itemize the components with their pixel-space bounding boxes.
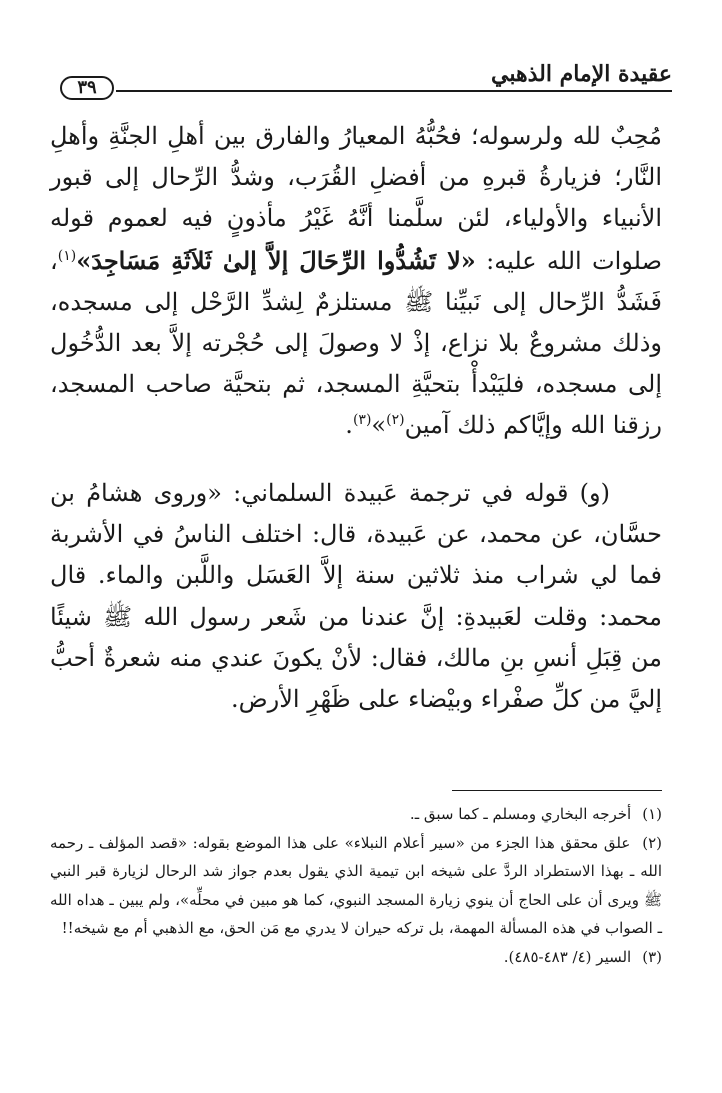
paragraph-2-text: (و) قوله في ترجمة عَبيدة السلماني: «وروى هشامُ بن حسَّان، عن محمد، عن عَبيدة، قال: اختلف الناسُ في الأشربة فما لي شراب منذ ثلاثين سنة إلاَّ العَسَل واللَّبن والماء. قال محمد: وقلت لعَبيدةِ: إنَّ عندنا من شَعر رسول الله ﷺ شيئًا من قِبَلِ أنسِ بنِ مالك، فقال: لأنْ يكونَ عندي منه شعرةٌ أحبُّ إليَّ من كلِّ صفْراء وبيْضاء على ظَهْرِ الأرض.	[50, 479, 663, 714]
footnote-3-text: السير (٤/ ٤٨٣-٤٨٥).	[503, 947, 632, 966]
paragraph-1	[50, 116, 662, 447]
footnote-2	[50, 829, 662, 943]
footnote-separator	[452, 790, 662, 791]
footnote-3	[50, 943, 662, 972]
paragraph-1-text-a: مُحِبٌ لله ولرسوله؛ فحُبُّهُ المعيارُ والفارق بين أهلِ الجنَّةِ وأهلِ النَّار؛ فزيارةُ قبرهِ من أفضلِ القُرَب، وشدُّ الرِّحال إلى قبور الأنبياء والأولياء، لئن سلَّمنا أنَّهُ غَيْرُ مأذونٍ فيه لعموم قوله صلوات الله عليه:	[50, 122, 662, 275]
paragraph-1-text-b: ، فَشَدُّ الرِّحال إلى نَبيِّنا ﷺ مستلزمٌ لِشدِّ الرَّحْل إلى مسجده، وذلك مشروعٌ بلا نزاع، إذْ لا وصولَ إلى حُجْرته إلاَّ بعد الدُّخُول إلى مسجده، فليَبْدأْ بتحيَّةِ المسجد، ثم بتحيَّة صاحب المسجد، رزقنا الله وإيَّاكم ذلك آمين	[50, 246, 662, 440]
footnote-2-number: (٢)	[642, 833, 662, 852]
footnote-3-number: (٣)	[642, 947, 662, 966]
hadith-quote: «لا تَشُدُّوا الرِّحَالَ إلاَّ إلىٰ ثَلاَثَةِ مَسَاجِدَ»	[76, 245, 476, 275]
paragraph-1-text-c: »	[371, 411, 387, 440]
footnote-2-text: علق محقق هذا الجزء من «سير أعلام النبلاء» على هذا الموضع بقوله: «قصد المؤلف ـ رحمه الله ـ بهذا الاستطراد الردَّ على شيخه ابن تيمية الذي يقول بعدم جواز شد الرحال لزيارة قبر النبي ﷺ ويرى أن على الحاج أن ينوي زيارة المسجد النبوي، كما هو مبين في محلِّه»، ولم يبين ـ هداه الله ـ الصواب في هذه المسألة المهمة، بل تركه حيران لا يدري مع مَن الحق، مع الذهبي أم مع شيخه!!	[50, 833, 662, 937]
header-rule	[116, 90, 672, 92]
running-title: عقيدة الإمام الذهبي	[491, 61, 672, 87]
page-header	[60, 60, 672, 100]
footnote-ref-3: (٣)	[352, 412, 372, 429]
paragraph-1-text-d: .	[345, 411, 353, 440]
footnotes	[50, 800, 662, 971]
footnote-1	[50, 800, 662, 829]
footnote-1-text: أخرجه البخاري ومسلم ـ كما سبق ـ.	[409, 805, 632, 823]
footnote-ref-1: (١)	[57, 247, 77, 264]
paragraph-2	[50, 473, 662, 720]
page-number: ٣٩	[60, 76, 114, 100]
footnote-ref-2: (٢)	[386, 412, 405, 429]
footnote-1-number: (١)	[642, 805, 662, 823]
